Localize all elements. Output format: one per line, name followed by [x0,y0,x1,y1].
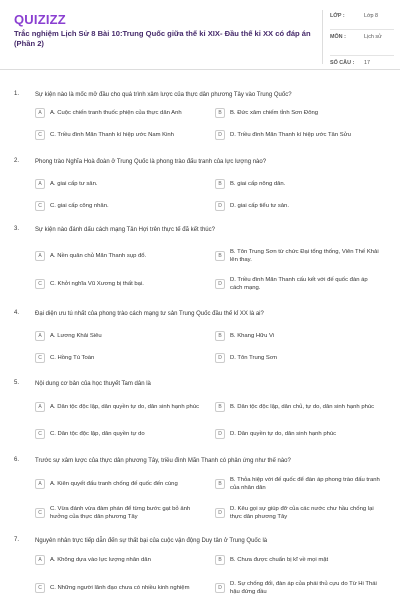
meta-subject-value: Lịch sử [364,34,382,40]
option-a[interactable] [35,248,215,264]
option-text: C. Khởi nghĩa Vũ Xương bị thất bại. [50,281,144,287]
option-letter-box: A [35,555,45,565]
option-b[interactable] [215,476,395,492]
meta-count-value: 17 [364,60,370,66]
option-a[interactable] [35,399,215,415]
option-letter-box: D [215,279,225,289]
option-text: D. Tôn Trung Sơn [230,355,277,361]
option-text: B. Thỏa hiệp với đế quốc để đàn áp phong trào đấu tranh của nhân dân [230,477,380,491]
option-b[interactable] [215,328,395,344]
option-d[interactable] [215,426,395,442]
option-b[interactable] [215,248,395,264]
option-a[interactable] [35,105,215,121]
option-d[interactable] [215,198,395,214]
option-text: D. Triều đình Mãn Thanh kí hiệp ước Tân Sửu [230,132,351,138]
option-b[interactable] [215,399,395,415]
meta-class-row [330,13,394,29]
option-c[interactable] [35,580,215,596]
option-letter-box: A [35,108,45,118]
option-letter-box: C [35,583,45,593]
quiz-header [0,0,400,70]
option-c[interactable] [35,127,215,143]
quiz-title: Trắc nghiệm Lịch Sử 8 Bài 10:Trung Quốc giữa thế kỉ XIX- Đầu thế kỉ XX có đáp án (Phần 2) [14,29,311,48]
option-letter-box: B [215,402,225,412]
question-number: 2. [14,158,20,164]
question-text: Trước sự xâm lược của thực dân phương Tây, triều đình Mãn Thanh có phản ứng như thế nào? [35,458,291,464]
option-d[interactable] [215,350,395,366]
option-text: B. Dân tộc độc lập, dân chủ, tự do, dân sinh hạnh phúc [230,404,375,410]
option-letter-box: C [35,279,45,289]
question-text: Đại diện ưu tú nhất của phong trào cách mạng tư sản Trung Quốc đầu thế kỉ XX là ai? [35,311,264,317]
meta-class-label: LỚP : [330,13,345,19]
option-text: D. giai cấp tiểu tư sản. [230,203,289,209]
option-text: D. Dân quyền tự do, dân sinh hạnh phúc [230,431,337,437]
option-text: B. giai cấp nông dân. [230,181,286,187]
option-text: A. Không dựa vào lực lượng nhân dân [50,557,151,563]
meta-subject-label: MÔN : [330,34,346,40]
option-a[interactable] [35,476,215,492]
option-text: C. Triều đình Mãn Thanh kí hiệp ước Nam Kinh [50,132,174,138]
meta-class-value: Lớp 8 [364,13,379,19]
question-number: 3. [14,226,20,232]
option-text: C. giai cấp công nhân. [50,203,109,209]
question-text: Nguyên nhân trực tiếp dẫn đến sự thất bại của cuộc vận động Duy tân ở Trung Quốc là [35,538,268,544]
meta-count-label: SỐ CÂU : [330,60,355,66]
meta-divider [330,55,394,56]
question-number: 1. [14,91,20,97]
option-letter-box: B [215,108,225,118]
option-letter-box: D [215,201,225,211]
option-letter-box: A [35,251,45,261]
option-text: B. Tôn Trung Sơn từ chức Đại tổng thống, Viên Thế Khải lên thay. [230,249,379,263]
header-divider [322,10,323,64]
option-letter-box: C [35,201,45,211]
option-letter-box: C [35,353,45,363]
option-b[interactable] [215,105,395,121]
option-d[interactable] [215,276,395,292]
quizizz-logo: QUIZIZZ [14,12,66,27]
meta-count-row [330,60,394,70]
option-text: A. Cuộc chiến tranh thuốc phiện của thực dân Anh [50,110,182,116]
option-letter-box: A [35,402,45,412]
option-letter-box: D [215,583,225,593]
question-text: Sự kiện nào là mốc mở đầu cho quá trình xâm lược của thực dân phương Tây vào Trung Quốc? [35,92,292,98]
option-c[interactable] [35,276,215,292]
option-letter-box: B [215,331,225,341]
option-letter-box: B [215,555,225,565]
option-b[interactable] [215,552,395,568]
option-letter-box: C [35,130,45,140]
option-text: A. Nền quân chủ Mãn Thanh sụp đổ. [50,253,147,259]
question-text: Phong trào Nghĩa Hoà đoàn ở Trung Quốc là phong trào đấu tranh của lực lượng nào? [35,159,267,165]
option-text: A. giai cấp tư sản. [50,181,98,187]
question-number: 5. [14,380,20,386]
option-letter-box: B [215,179,225,189]
option-d[interactable] [215,505,395,521]
option-d[interactable] [215,580,395,596]
option-letter-box: C [35,508,45,518]
question-number: 4. [14,310,20,316]
option-text: D. Triều đình Mãn Thanh cấu kết với đế quốc đàn áp cách mạng. [230,277,368,291]
option-letter-box: D [215,130,225,140]
option-text: C. Vừa đánh vừa đàm phán để từng bước gạt bỏ ảnh hưởng của thực dân phương Tây [50,506,191,520]
option-text: B. Đức xâm chiếm tỉnh Sơn Đông [230,110,319,116]
option-text: A. Kiên quyết đấu tranh chống đế quốc đến cùng [50,481,178,487]
question-number: 7. [14,537,20,543]
option-letter-box: A [35,331,45,341]
option-a[interactable] [35,328,215,344]
meta-subject-row [330,34,394,55]
option-a[interactable] [35,176,215,192]
option-text: D. Sự chống đối, đàn áp của phái thủ cựu do Từ Hi Thái hậu đứng đầu [230,581,377,595]
option-letter-box: B [215,479,225,489]
question-text: Nội dung cơ bản của học thuyết Tam dân là [35,381,151,387]
option-text: C. Hồng Tú Toàn [50,355,95,361]
option-text: A. Dân tộc độc lập, dân quyền tự do, dân sinh hạnh phúc [50,404,200,410]
option-d[interactable] [215,127,395,143]
option-b[interactable] [215,176,395,192]
option-text: C. Những người lãnh đạo chưa có nhiều kinh nghiệm [50,585,190,591]
question-number: 6. [14,457,20,463]
option-a[interactable] [35,552,215,568]
option-c[interactable] [35,426,215,442]
option-letter-box: D [215,353,225,363]
question-text: Sự kiện nào đánh dấu cách mạng Tân Hợi trên thực tế đã kết thúc? [35,227,215,233]
option-letter-box: D [215,429,225,439]
option-c[interactable] [35,198,215,214]
option-text: B. Khang Hữu Vi [230,333,275,339]
option-letter-box: A [35,479,45,489]
quiz-meta [330,13,394,70]
option-letter-box: B [215,251,225,261]
option-c[interactable] [35,505,215,521]
option-text: B. Chưa được chuẩn bị kĩ về mọi mặt [230,557,329,563]
option-letter-box: C [35,429,45,439]
option-text: D. Kêu gọi sự giúp đỡ của các nước chư hầu chống lại thực dân phương Tây [230,506,374,520]
option-text: C. Dân tộc độc lập, dân quyền tự do [50,431,145,437]
meta-divider [330,29,394,30]
option-letter-box: A [35,179,45,189]
option-letter-box: D [215,508,225,518]
option-c[interactable] [35,350,215,366]
option-text: A. Lương Khải Siêu [50,333,102,339]
